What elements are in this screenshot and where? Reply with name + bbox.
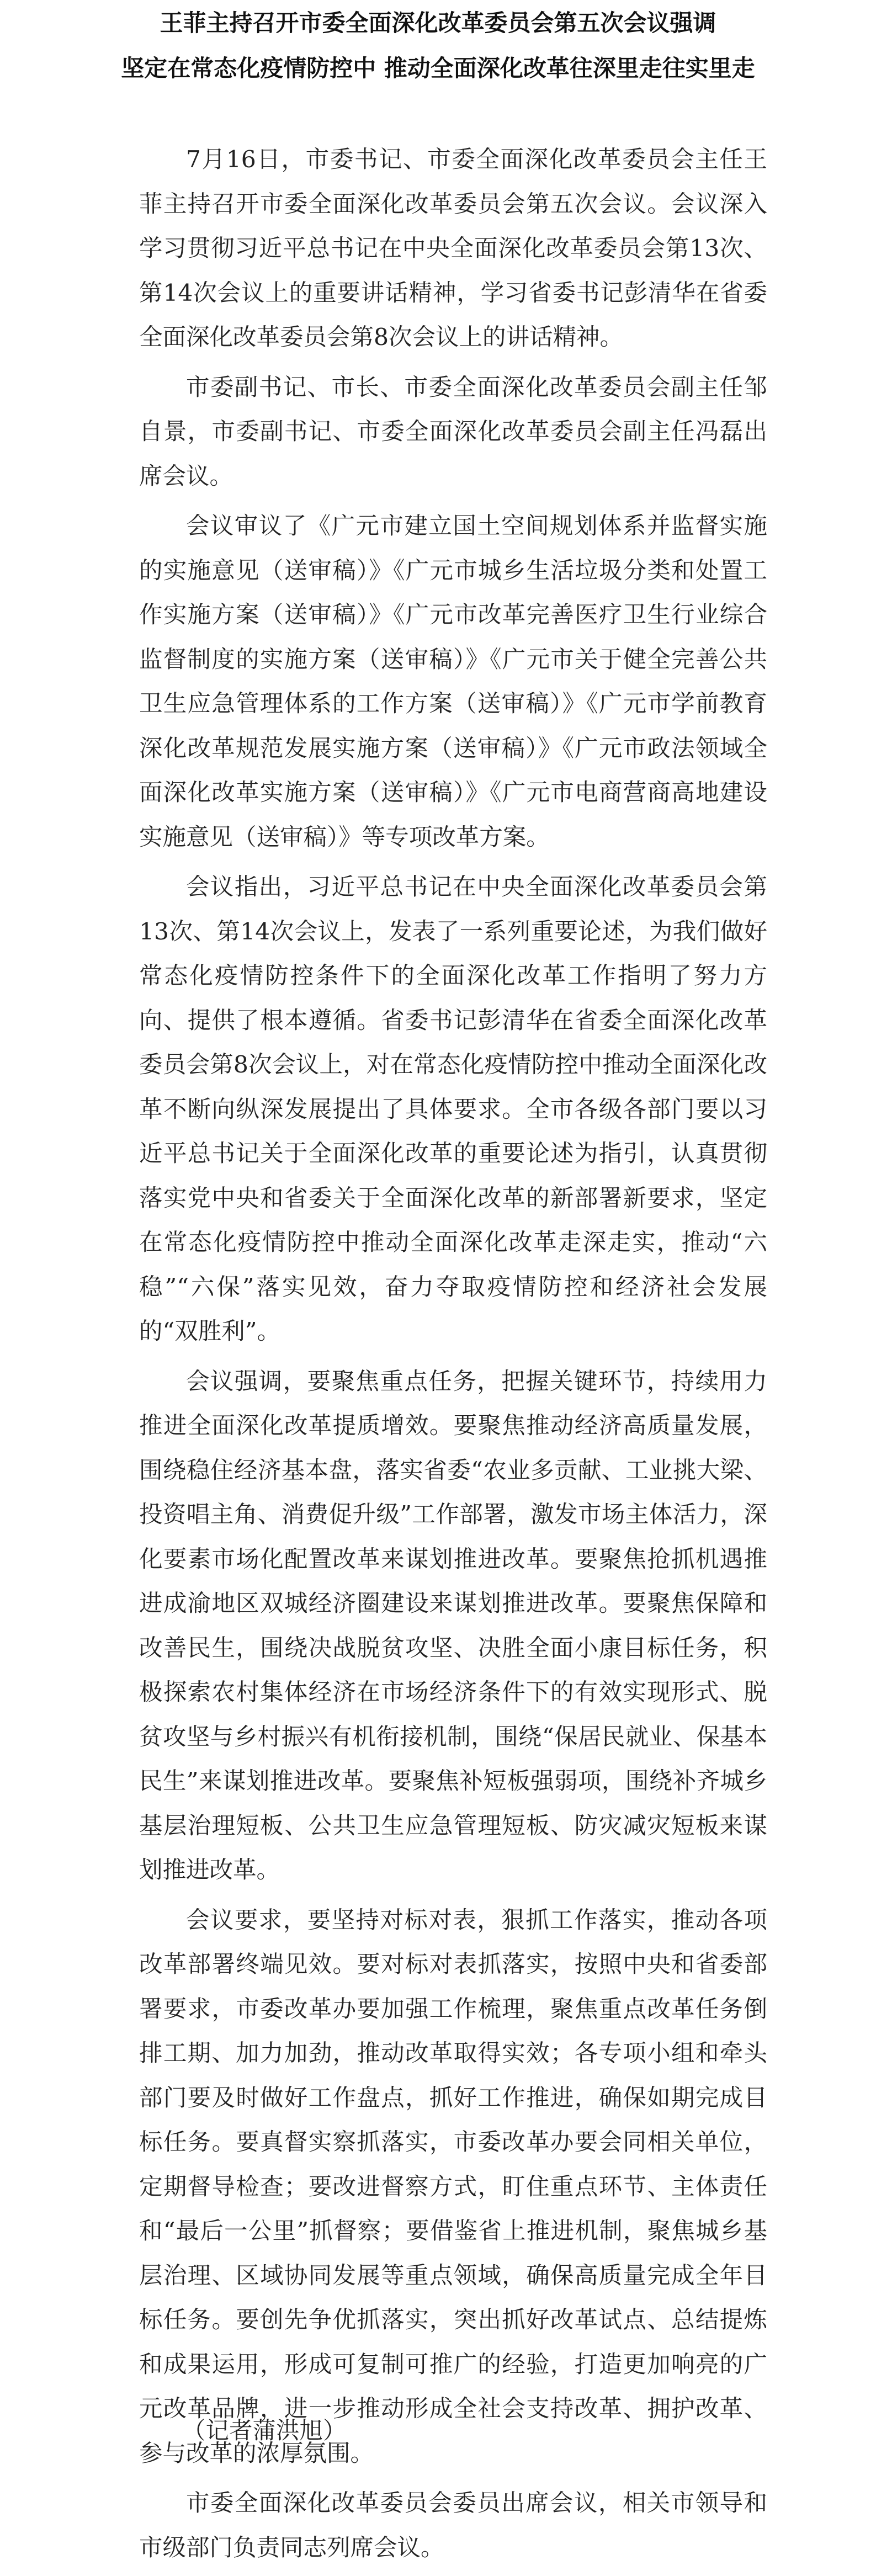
paragraph-meeting-intro: 7月16日，市委书记、市委全面深化改革委员会主任王菲主持召开市委全面深化改革委员会第五次会议。会议深入学习贯彻习近平总书记在中央全面深化改革委员会第13次、第14次会议上的重要讲话精神，学习省委书记彭清华在省委全面深化改革委员会第8次会议上的讲话精神。 [139,146,767,351]
paragraph-attendees: 市委副书记、市长、市委全面深化改革委员会副主任邹自景，市委副书记、市委全面深化改革委员会副主任冯磊出席会议。 [139,374,767,490]
article-body [139,138,767,2576]
headline-main: 王菲主持召开市委全面深化改革委员会第五次会议强调 [160,9,716,36]
paragraph-meeting-emphasized: 会议强调，要聚焦重点任务，把握关键环节，持续用力推进全面深化改革提质增效。要聚焦推动经济高质量发展，围绕稳住经济基本盘，落实省委“农业多贡献、工业挑大梁、投资唱主角、消费促升级”工作部署，激发市场主体活力，深化要素市场化配置改革来谋划推进改革。要聚焦抢抓机遇推进成渝地区双城经济圈建设来谋划推进改革。要聚焦保障和改善民生，围绕决战脱贫攻坚、决胜全面小康目标任务，积极探索农村集体经济在市场经济条件下的有效实现形式、脱贫攻坚与乡村振兴有机衔接机制，围绕“保居民就业、保基本民生”来谋划推进改革。要聚焦补短板强弱项，围绕补齐城乡基层治理短板、公共卫生应急管理短板、防灾减灾短板来谋划推进改革。 [139,1368,767,1884]
reporter-byline: （记者蒲洪旭） [182,2418,347,2445]
paragraph-reviewed-plans: 会议审议了《广元市建立国土空间规划体系并监督实施的实施意见（送审稿）》《广元市城乡生活垃圾分类和处置工作实施方案（送审稿）》《广元市改革完善医疗卫生行业综合监督制度的实施方案（送审稿）》《广元市关于健全完善公共卫生应急管理体系的工作方案（送审稿）》《广元市学前教育深化改革规范发展实施方案（送审稿）》《广元市政法领域全面深化改革实施方案（送审稿）》《广元市电商营商高地建设实施意见（送审稿）》等专项改革方案。 [139,513,767,851]
paragraph-closing: 市委全面深化改革委员会委员出席会议，相关市领导和市级部门负责同志列席会议。 [139,2490,767,2562]
headline-sub: 坚定在常态化疫情防控中 推动全面深化改革往深里走往实里走 [121,55,755,82]
paragraph-meeting-pointed-out: 会议指出，习近平总书记在中央全面深化改革委员会第13次、第14次会议上，发表了一系列重要论述，为我们做好常态化疫情防控条件下的全面深化改革工作指明了努力方向、提供了根本遵循。省委书记彭清华在省委全面深化改革委员会第8次会议上，对在常态化疫情防控中推动全面深化改革不断向纵深发展提出了具体要求。全市各级各部门要以习近平总书记关于全面深化改革的重要论述为指引，认真贯彻落实党中央和省委关于全面深化改革的新部署新要求，坚定在常态化疫情防控中推动全面深化改革走深走实，推动“六稳”“六保”落实见效，奋力夺取疫情防控和经济社会发展的“双胜利”。 [139,874,767,1345]
paragraph-meeting-required: 会议要求，要坚持对标对表，狠抓工作落实，推动各项改革部署终端见效。要对标对表抓落实，按照中央和省委部署要求，市委改革办要加强工作梳理，聚焦重点改革任务倒排工期、加力加劲，推动改革取得实效；各专项小组和牵头部门要及时做好工作盘点，抓好工作推进，确保如期完成目标任务。要真督实察抓落实，市委改革办要会同相关单位，定期督导检查；要改进督察方式，盯住重点环节、主体责任和“最后一公里”抓督察；要借鉴省上推进机制，聚焦城乡基层治理、区域协同发展等重点领域，确保高质量完成全年目标任务。要创先争优抓落实，突出抓好改革试点、总结提炼和成果运用，形成可复制可推广的经验，打造更加响亮的广元改革品牌，进一步推动形成全社会支持改革、拥护改革、参与改革的浓厚氛围。 [139,1906,767,2467]
